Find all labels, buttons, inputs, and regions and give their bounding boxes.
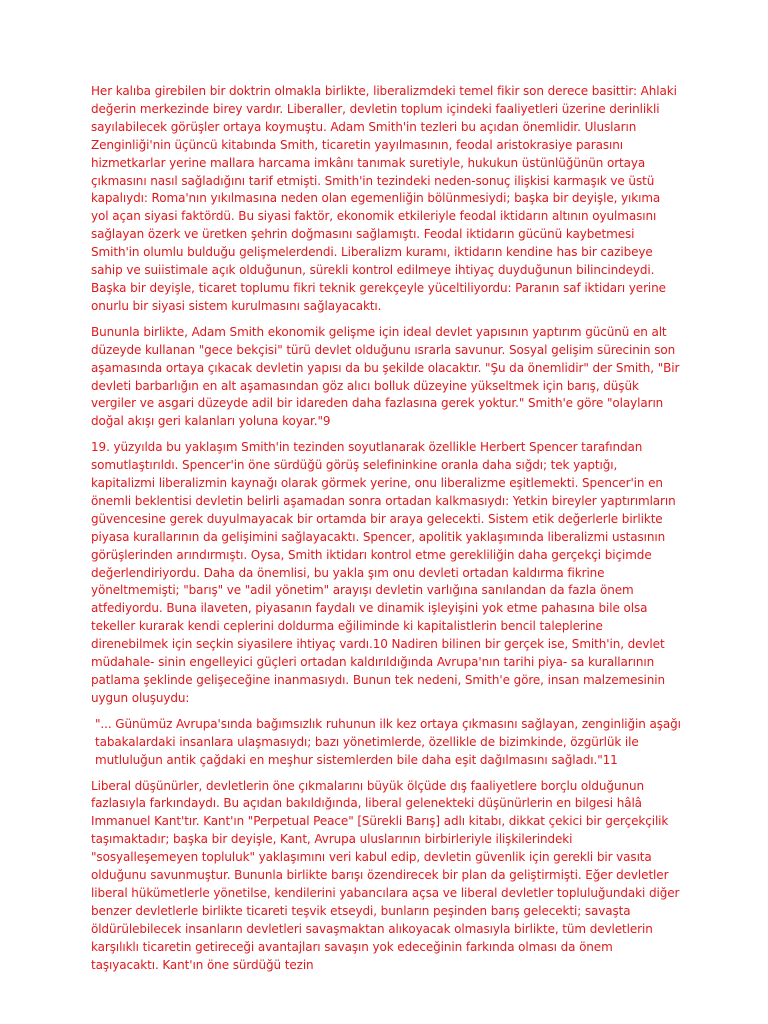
document-page: [91, 83, 681, 983]
paragraph-liberalism-intro: Her kalıba girebilen bir doktrin olmakla birlikte, liberalizmdeki temel fikir son derece basittir: Ahlaki değerin merkezinde birey vardır. Liberaller, devletin toplum içindeki faaliyetleri üzerine derinlikli sayılabilecek görüşler ortaya koymuştu. Adam Smith'in tezleri bu açıdan önemlidir. Ulusların Zenginliği'nin üçüncü kitabında Smith, ticaretin yayılmasının, feodal aristokrasiye parasını hizmetkarlar yerine mallara harcama imkânı tanımak suretiyle, hukukun üstünlüğünün ortaya çıkmasını nasıl sağladığını tarif etmişti. Smith'in tezindeki neden-sonuç ilişkisi karmaşık ve üstü kapalıydı: Roma'nın yıkılmasına neden olan egemenliğin bölünmesiydi; başka bir deyişle, yıkıma yol açan siyasi faktördü. Bu siyasi faktör, ekonomik etkileriyle feodal iktidarın altının oyulmasını sağlayan özerk ve üretken şehrin doğmasını sağlamıştı. Feodal iktidarın gücünü kaybetmesi Smith'in olumlu bulduğu gelişmelerdendi. Liberalizm kuramı, iktidarın kendine has bir cazibeye sahip ve suiistimale açık olduğunun, sürekli kontrol edilmeye ihtiyaç duyduğunun bilincindeydi. Başka bir deyişle, ticaret toplumu fikri teknik gerekçeyle yüceltiliyordu: Paranın saf iktidarı yerine onurlu bir siyasi sistem kurulmasını sağlayacaktı.: [91, 84, 677, 313]
paragraph-night-watchman: Bununla birlikte, Adam Smith ekonomik gelişme için ideal devlet yapısının yaptırım gücünü en alt düzeyde kullanan "gece bekçisi" türü devlet olduğunu ısrarla savunur. Sosyal gelişim sürecinin son aşamasında ortaya çıkacak devletin yapısı da bu şekilde olacaktır. "Şu da önemlidir" der Smith, "Bir devleti barbarlığın en alt aşamasından göz alıcı bolluk düzeyine yükseltmek için barış, düşük vergiler ve asgari düzeyde adil bir idareden daha fazlasına gerek yoktur." Smith'e göre "olayların doğal akışı geri kalanları yoluna koyar."9: [91, 324, 680, 429]
paragraph-kant: Liberal düşünürler, devletlerin öne çıkmalarını büyük ölçüde dış faaliyetlere borçlu olduğunun fazlasıyla farkındaydı. Bu açıdan bakıldığında, liberal gelenekteki düşünürlerin en bilgesi hâlâ Immanuel Kant'tır. Kant'ın "Perpetual Peace" [Sürekli Barış] adlı kitabı, dikkat çekici bir gerçekçilik taşımaktadır; başka bir deyişle, Kant, Avrupa uluslarının birbirleriyle ilişkilerindeki "sosyalleşemeyen topluluk" yaklaşımını veri kabul edip, devletin güvenlik için gerekli bir vasıta olduğunu savunmuştur. Bununla birlikte barışı özendirecek bir plan da geliştirmişti. Eğer devletler liberal hükümetlerle yönetilse, kendilerini yabancılara açsa ve liberal devletler topluluğundaki diğer benzer devletlerle birlikte ticareti teşvik etseydi, bunların peşinden barış gelecekti; savaşta öldürülebilecek insanların devletleri savaşmaktan alıkoyacak olmasıyla birlikte, tüm devletlerin karşılıklı ticaretin getireceği avantajları savaşın yok edeceğinin farkında olması da önem taşıyacaktı. Kant'ın öne sürdüğü tezin: [91, 778, 680, 972]
paragraph-spencer: 19. yüzyılda bu yaklaşım Smith'in tezinden soyutlanarak özellikle Herbert Spencer tarafından somutlaştırıldı. Spencer'in öne sürdüğü görüş selefininkine oranla daha sığdı; tek yaptığı, kapitalizmi liberalizmin kaynağı olarak görmek yerine, onu liberalizme eşitlemekti. Spencer'in en önemli beklentisi devletin belirli aşamadan sonra ortadan kalkmasıydı: Yetkin bireyler yaptırımların güvencesine gerek duyulmayacak bir ortamda bir araya gelecekti. Sistem etik değerlerle birlikte piyasa kurallarının da gelişimini sağlayacaktı. Spencer, apolitik yaklaşımında liberalizmi ustasının görüşlerinden arındırmıştı. Oysa, Smith iktidarı kontrol etme gerekliliğin daha gerçekçi biçimde değerlendiriyordu. Daha da önemlisi, bu yakla şım onu devleti ortadan kaldırma fikrine yöneltmemişti; "barış" ve "adil yönetim" arayışı devletin varlığına sanılandan da fazla önem atfediyordu. Buna ilaveten, piyasanın faydalı ve dinamik işleyişini yok etme pahasına bile olsa tekeller kurarak kendi ceplerini doldurma eğiliminde ki kapitalistlerin bencil taleplerine direnebilmek için seçkin siyasilere ihtiyaç vardı.10 Nadiren bilinen bir gerçek ise, Smith'in, devlet müdahale- sinin engelleyici güçleri ortadan kaldırıldığında Avrupa'nın tarihi piya- sa kurallarının patlama şeklinde gelişeceğine inanmasıydı. Bunun tek nedeni, Smith'e göre, insan malzemesinin uygun oluşuydu:: [91, 440, 676, 705]
paragraph-quote: "... Günümüz Avrupa'sında bağımsızlık ruhunun ilk kez ortaya çıkmasını sağlayan, zenginliğin aşağı tabakalardaki insanlara ulaşmasıydı; bazı yönetimlerde, özellikle de bizimkinde, özgürlük ile mutluluğun antik çağdaki en meşhur sistemlerden bile daha eşit dağılmasını sağladı."11: [95, 716, 681, 767]
